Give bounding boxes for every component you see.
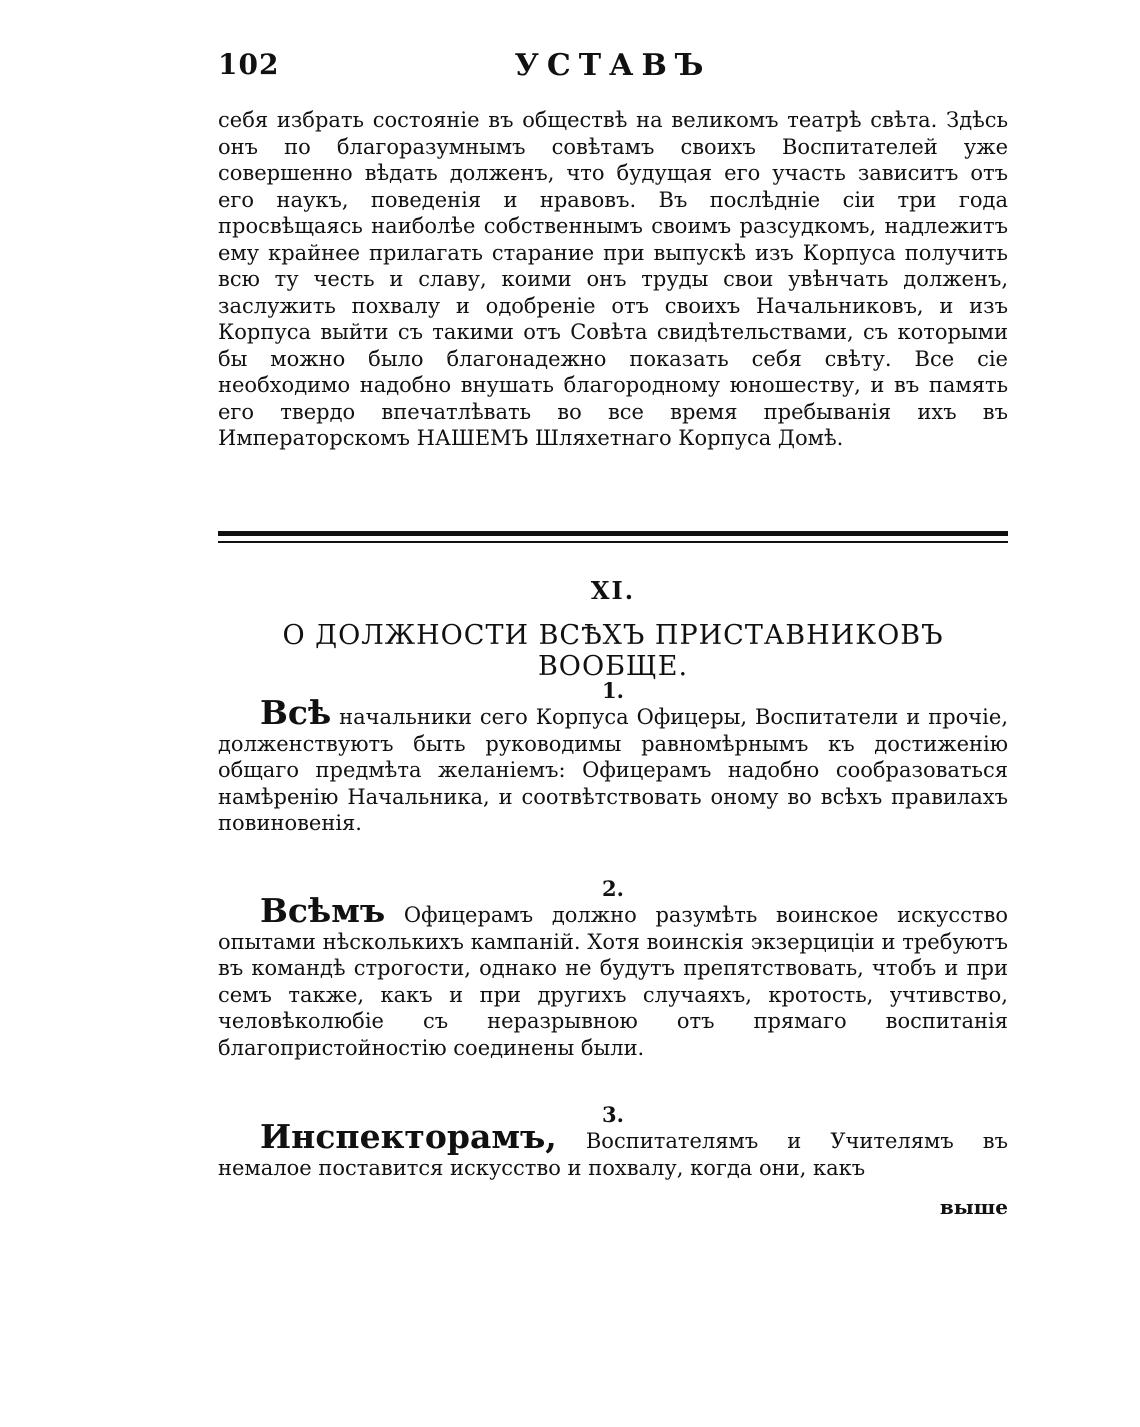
section-number-1: 1. (602, 678, 624, 703)
chapter-number: XI. (590, 576, 636, 605)
section-lead-word-2: Всѣмъ (260, 891, 386, 930)
intro-paragraph: себя избрать состояніе въ обществѣ на великомъ театрѣ свѣта. Здѣсь онъ по благоразумнымъ совѣтамъ своихъ Воспитателей уже совершенно вѣдать долженъ, что будущая его участь зависитъ отъ его наукъ, поведенія и нравовъ. Въ послѣдніе сіи три года просвѣщаясь наиболѣе собственнымъ своимъ разсудкомъ, надлежитъ ему крайнее прилагать старание при выпускѣ изъ Корпуса получить всю ту честь и славу, коими онъ труды свои увѣнчать долженъ, заслужить похвалу и одобреніе отъ своихъ Начальниковъ, и изъ Корпуса выйти съ такими отъ Совѣта свидѣтельствами, съ которыми бы можно было благонадежно показать себя свѣту. Все сіе необходимо надобно внушать благородному юношеству, и въ память его твердо впечатлѣвать во все время пребыванія ихъ въ Императорскомъ НАШЕМЪ Шляхетнаго Корпуса Домѣ. (218, 108, 1008, 450)
catchword: выше (939, 1195, 1008, 1219)
section-paragraph-3 (218, 1117, 1008, 1181)
section-text-2: Офицерамъ должно разумѣть воинское искусство опытами нѣсколькихъ кампаній. Хотя воинскія экзерциціи и требуютъ въ командѣ строгости, однако не будутъ препятствовать, чтобъ и при семъ также, какъ и при другихъ случаяхъ, кротость, учтивство, человѣколюбіе съ неразрывною отъ прямаго воспитанія благопристойностію соединены были. (218, 903, 1008, 1060)
section-text-3: Воспитателямъ и Учителямъ въ немалое поставится искусство и похвалу, когда они, какъ (218, 1129, 1008, 1180)
section-paragraph-1 (218, 693, 1008, 837)
section-lead-word-1: Всѣ (260, 693, 332, 732)
running-title: УСТАВЪ (514, 48, 712, 83)
section-text-1: начальники сего Корпуса Офицеры, Воспитатели и прочіе, долженствуютъ быть руководимы равномѣрнымъ къ достиженію общаго предмѣта желаніемъ: Офицерамъ надобно сообразоваться намѣренію Начальника, и соотвѣтствовать оному во всѣхъ правилахъ повиновенія. (218, 705, 1008, 835)
page-number: 102 (218, 48, 280, 81)
page-header (218, 48, 1008, 88)
section-number-2: 2. (602, 876, 624, 901)
section-number-3: 3. (602, 1102, 624, 1127)
section-lead-word-3: Инспекторамъ, (260, 1117, 557, 1156)
section-paragraph-2 (218, 891, 1008, 1061)
section-divider-thick (218, 531, 1008, 536)
chapter-title: О ДОЛЖНОСТИ ВСѢХЪ ПРИСТАВНИКОВЪ ВООБЩЕ. (282, 620, 944, 682)
section-divider-thin (218, 541, 1008, 543)
